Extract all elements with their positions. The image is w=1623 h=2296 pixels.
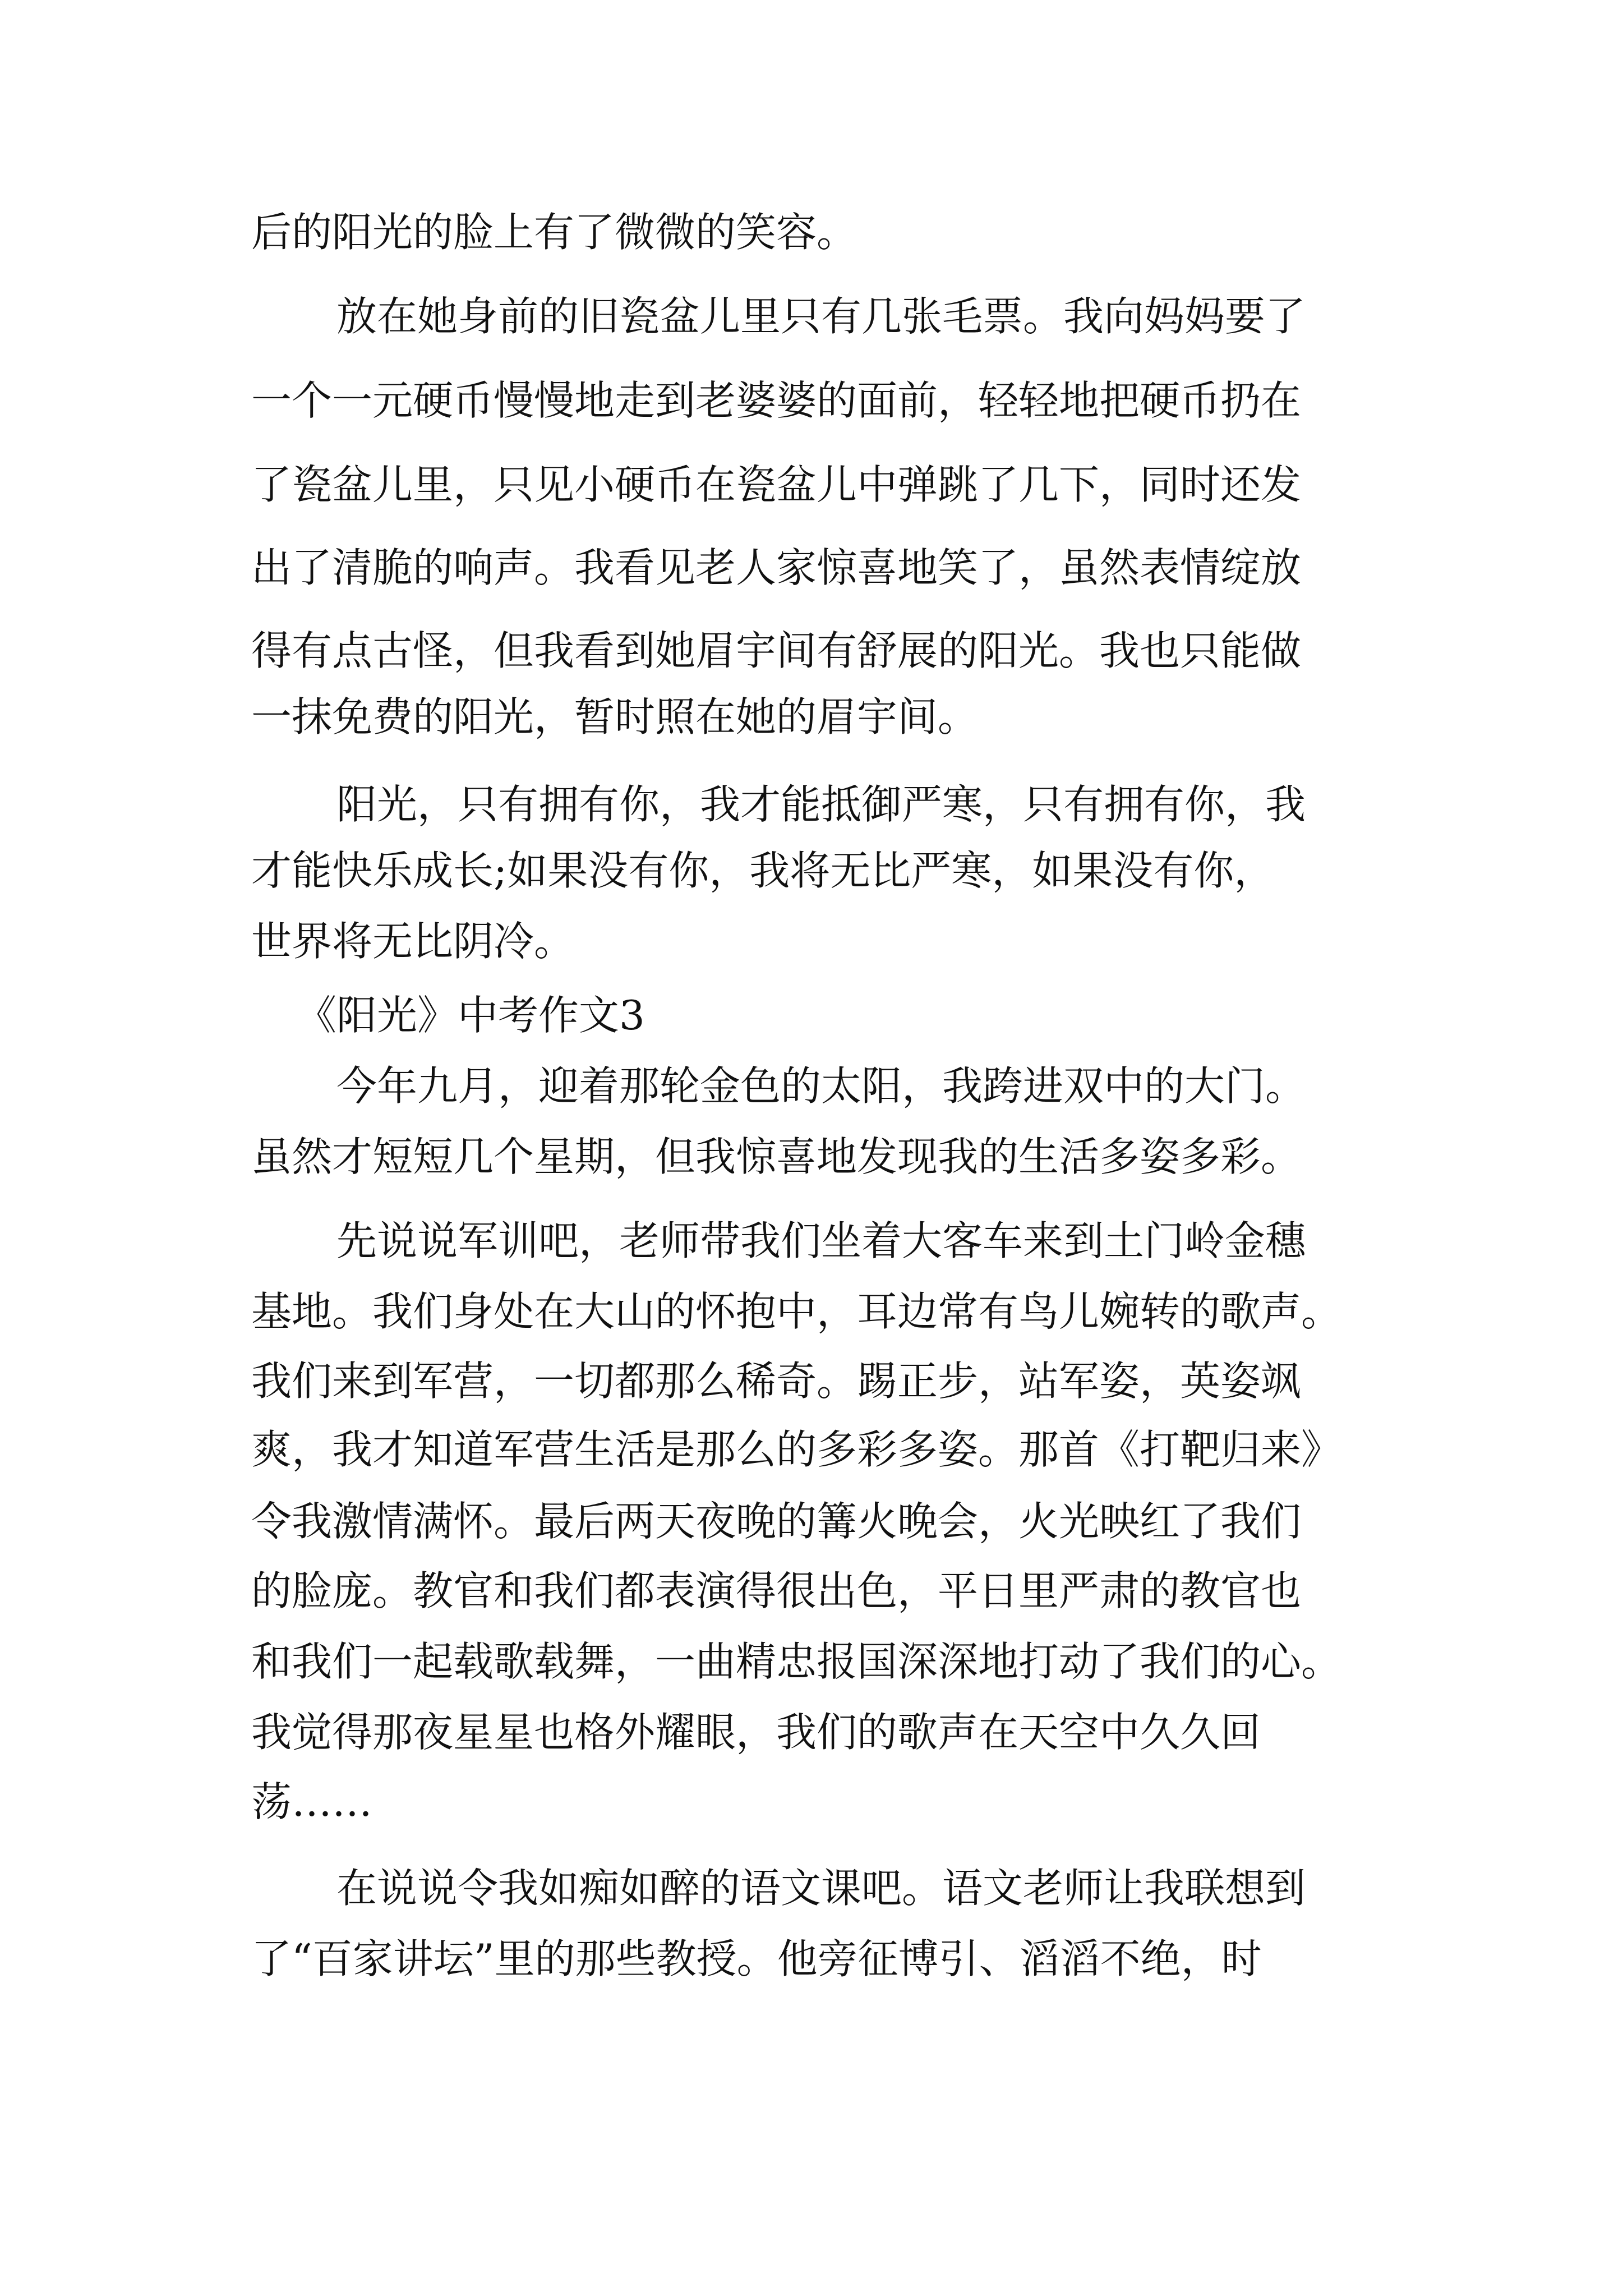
- text-line: 虽然才短短几个星期，但我惊喜地发现我的生活多姿多彩。: [251, 1133, 1302, 1180]
- text-line: 后的阳光的脸上有了微微的笑容。: [251, 209, 857, 256]
- text-line: 爽，我才知道军营生活是那么的多彩多姿。那首《打靶归来》: [251, 1426, 1342, 1473]
- text-line: 了瓷盆儿里，只见小硬币在瓷盆儿中弹跳了几下，同时还发: [251, 461, 1302, 508]
- text-line: 的脸庞。教官和我们都表演得很出色，平日里严肃的教官也: [251, 1567, 1302, 1614]
- text-line: 令我激情满怀。最后两天夜晚的篝火晚会，火光映红了我们: [251, 1498, 1302, 1545]
- text-line: 我们来到军营，一切都那么稀奇。踢正步，站军姿，英姿飒: [251, 1358, 1302, 1405]
- text-line: 得有点古怪，但我看到她眉宇间有舒展的阳光。我也只能做: [251, 627, 1302, 674]
- text-line: 和我们一起载歌载舞，一曲精忠报国深深地打动了我们的心。: [251, 1638, 1342, 1685]
- paragraph-start-line: 阳光，只有拥有你，我才能抵御严寒，只有拥有你，我: [336, 781, 1306, 828]
- text-line: 我觉得那夜星星也格外耀眼，我们的歌声在天空中久久回: [251, 1709, 1261, 1756]
- text-line: 荡……: [251, 1778, 373, 1825]
- text-line: 才能快乐成长;如果没有你，我将无比严寒，如果没有你，: [251, 847, 1275, 894]
- text-line: 一个一元硬币慢慢地走到老婆婆的面前，轻轻地把硬币扔在: [251, 377, 1302, 424]
- paragraph-start-line: 在说说令我如痴如醉的语文课吧。语文老师让我联想到: [336, 1865, 1306, 1912]
- text-line: 世界将无比阴冷。: [251, 918, 575, 965]
- text-line: 了“百家讲坛”里的那些教授。他旁征博引、滔滔不绝，时: [251, 1935, 1262, 1982]
- section-heading: 《阳光》中考作文3: [296, 992, 645, 1039]
- paragraph-start-line: 先说说军训吧，老师带我们坐着大客车来到土门岭金穗: [336, 1217, 1306, 1264]
- paragraph-start-line: 放在她身前的旧瓷盆儿里只有几张毛票。我向妈妈要了: [336, 293, 1306, 340]
- text-line: 一抹免费的阳光，暂时照在她的眉宇间。: [251, 693, 979, 740]
- text-line: 基地。我们身处在大山的怀抱中，耳边常有鸟儿婉转的歌声。: [251, 1288, 1342, 1335]
- text-line: 出了清脆的响声。我看见老人家惊喜地笑了，虽然表情绽放: [251, 544, 1302, 591]
- paragraph-start-line: 今年九月，迎着那轮金色的太阳，我跨进双中的大门。: [336, 1062, 1306, 1110]
